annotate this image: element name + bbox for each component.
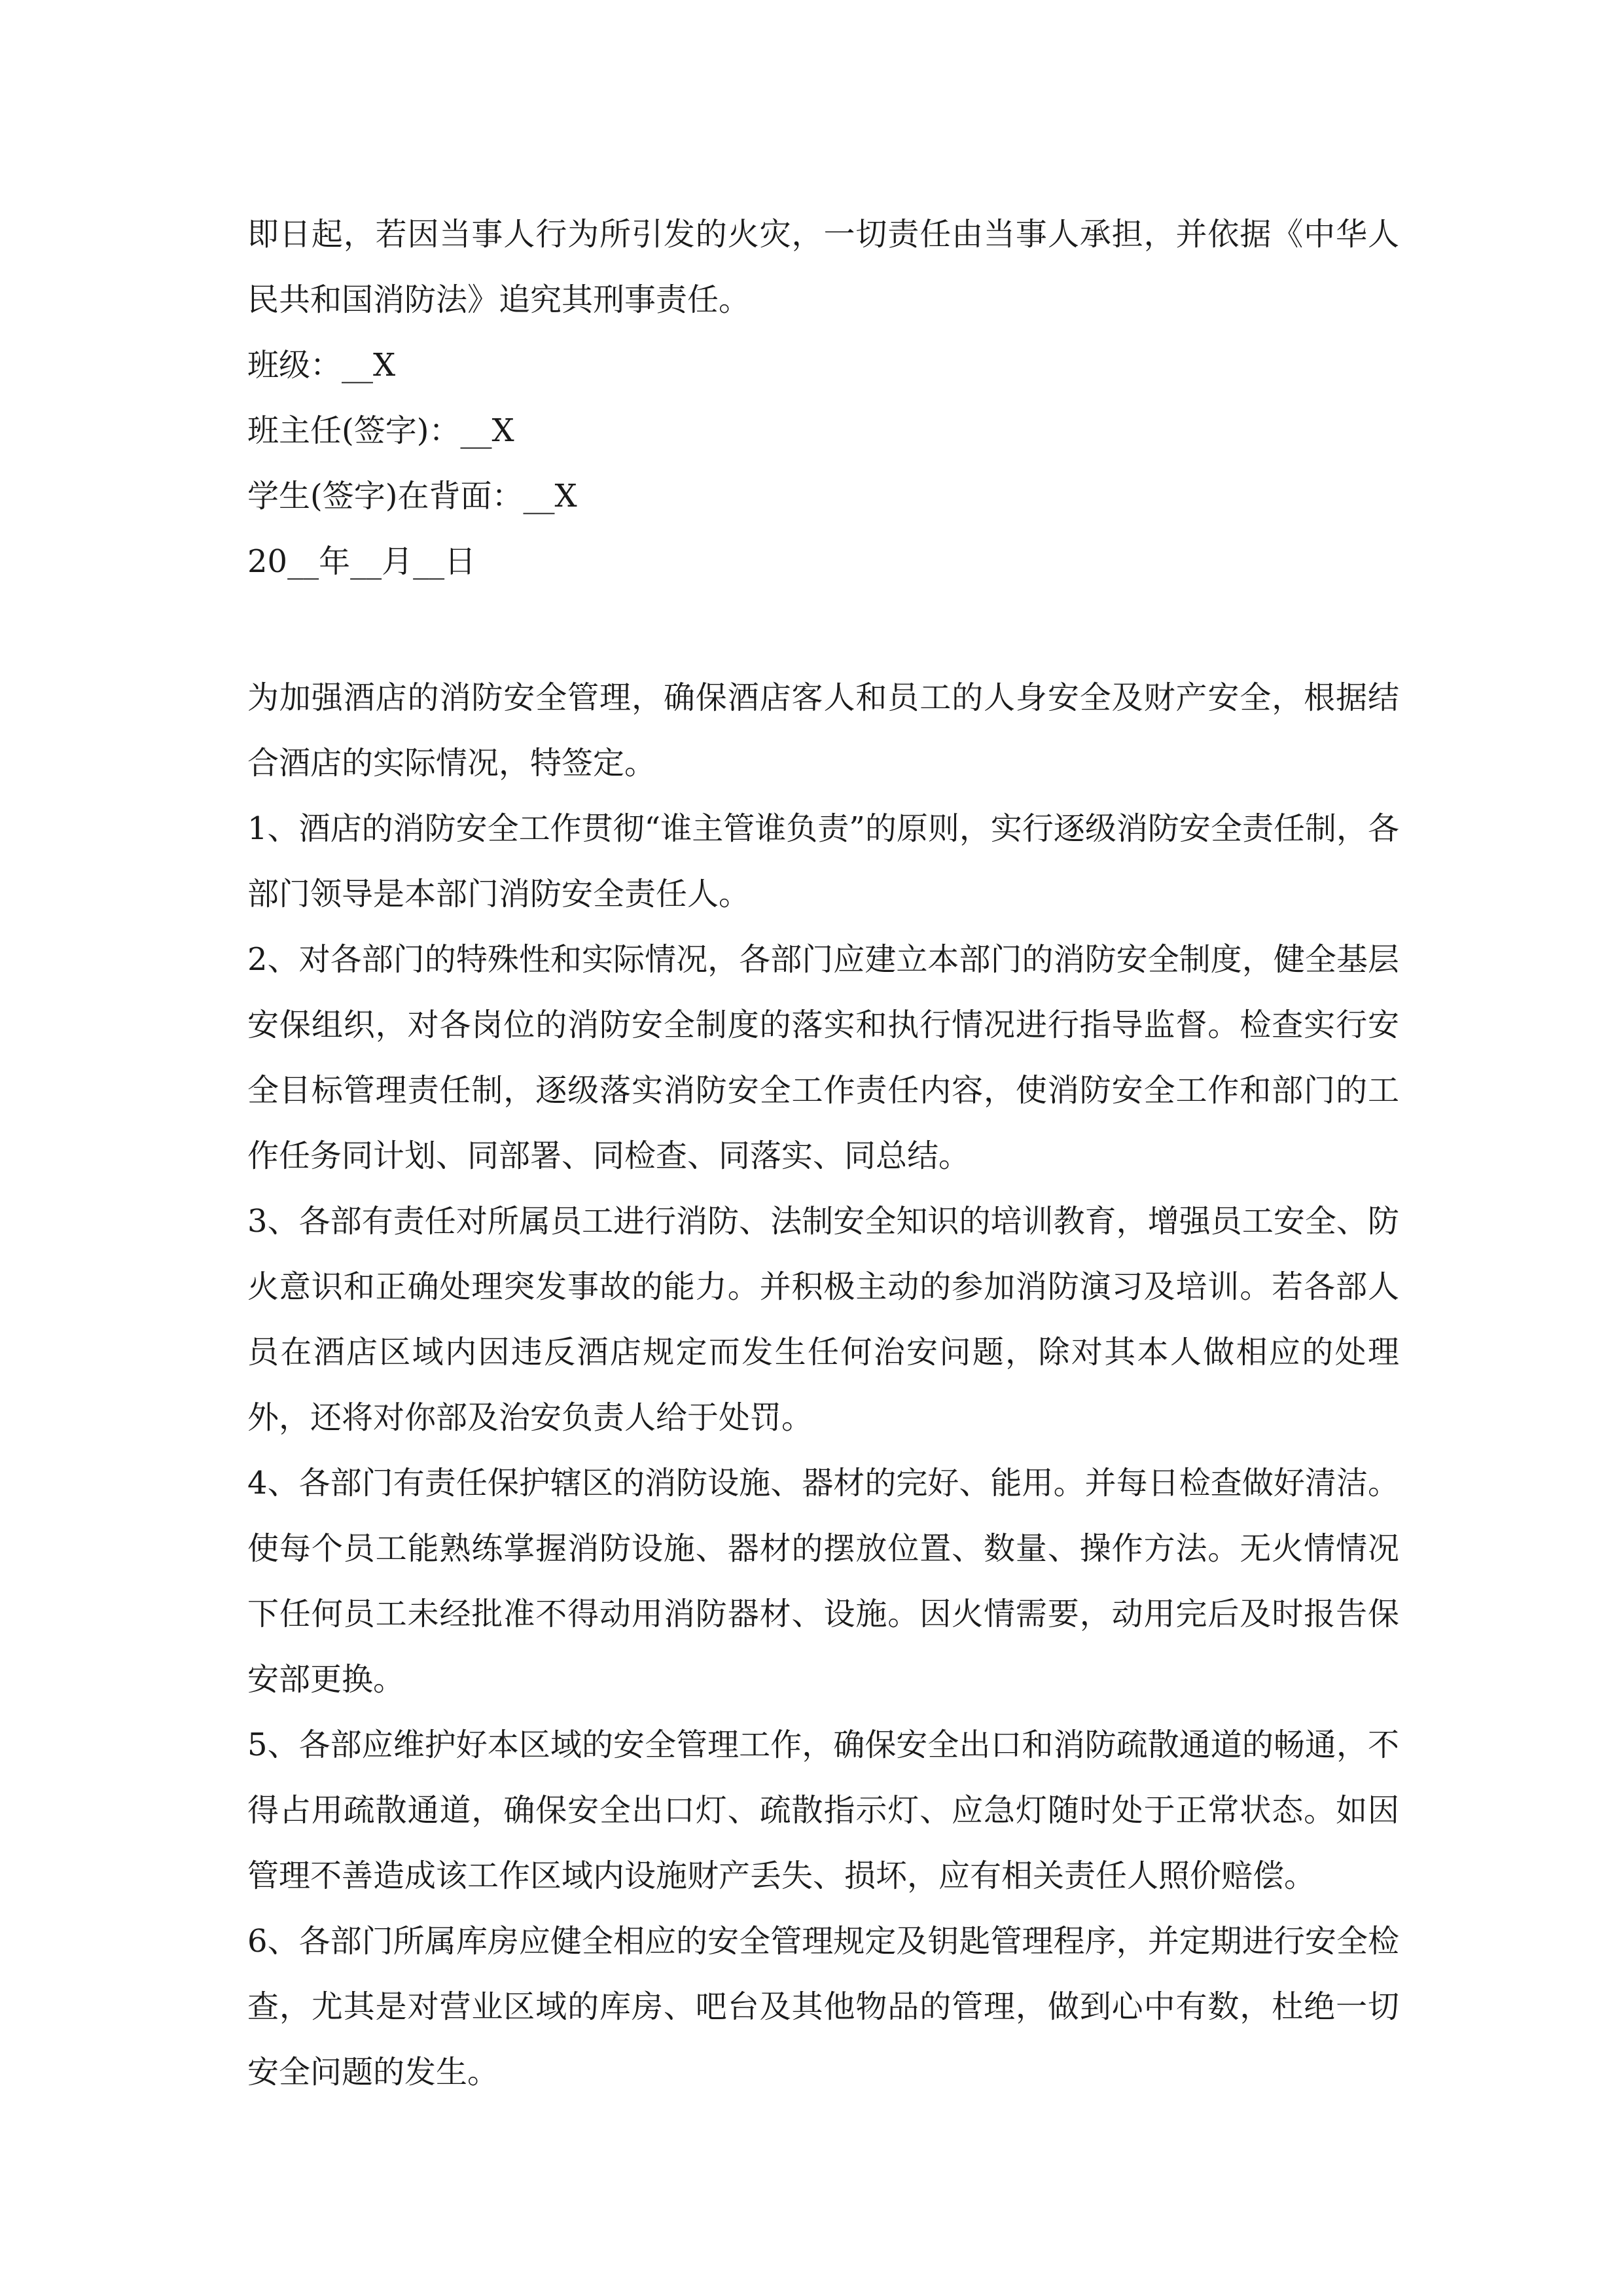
student-signature-field: 学生(签字)在背面：__X — [247, 478, 577, 514]
date-field: 20__年__月__日 — [247, 543, 476, 580]
head-teacher-signature-field: 班主任(签字)：__X — [247, 412, 514, 449]
hotel-intro-paragraph: 为加强酒店的消防安全管理，确保酒店客人和员工的人身安全及财产安全，根据结合酒店的实际情况，特签定。 — [247, 679, 1399, 781]
clause-5: 5、各部应维护好本区域的安全管理工作，确保安全出口和消防疏散通道的畅通，不得占用疏散通道，确保安全出口灯、疏散指示灯、应急灯随时处于正常状态。如因管理不善造成该工作区域内设施财产丢失、损坏，应有相关责任人照价赔偿。 — [247, 1727, 1399, 1894]
fire-liability-paragraph: 即日起，若因当事人行为所引发的火灾，一切责任由当事人承担，并依据《中华人民共和国消防法》追究其刑事责任。 — [247, 216, 1399, 318]
section-gap — [247, 594, 1399, 665]
clause-4: 4、各部门有责任保护辖区的消防设施、器材的完好、能用。并每日检查做好清洁。使每个员工能熟练掌握消防设施、器材的摆放位置、数量、操作方法。无火情情况下任何员工未经批准不得动用消防器材、设施。因火情需要，动用完后及时报告保安部更换。 — [247, 1465, 1399, 1698]
class-field: 班级：__X — [247, 347, 396, 384]
clause-1: 1、酒店的消防安全工作贯彻“谁主管谁负责”的原则，实行逐级消防安全责任制，各部门领导是本部门消防安全责任人。 — [247, 810, 1399, 912]
clause-3: 3、各部有责任对所属员工进行消防、法制安全知识的培训教育，增强员工安全、防火意识和正确处理突发事故的能力。并积极主动的参加消防演习及培训。若各部人员在酒店区域内因违反酒店规定而发生任何治安问题，除对其本人做相应的处理外，还将对你部及治安负责人给于处罚。 — [247, 1203, 1399, 1436]
clause-6: 6、各部门所属库房应健全相应的安全管理规定及钥匙管理程序，并定期进行安全检查，尤其是对营业区域的库房、吧台及其他物品的管理，做到心中有数，杜绝一切安全问题的发生。 — [247, 1923, 1399, 2090]
document-body — [247, 202, 1399, 2105]
clause-2: 2、对各部门的特殊性和实际情况，各部门应建立本部门的消防安全制度，健全基层安保组织，对各岗位的消防安全制度的落实和执行情况进行指导监督。检查实行安全目标管理责任制，逐级落实消防安全工作责任内容，使消防安全工作和部门的工作任务同计划、同部署、同检查、同落实、同总结。 — [247, 941, 1399, 1174]
